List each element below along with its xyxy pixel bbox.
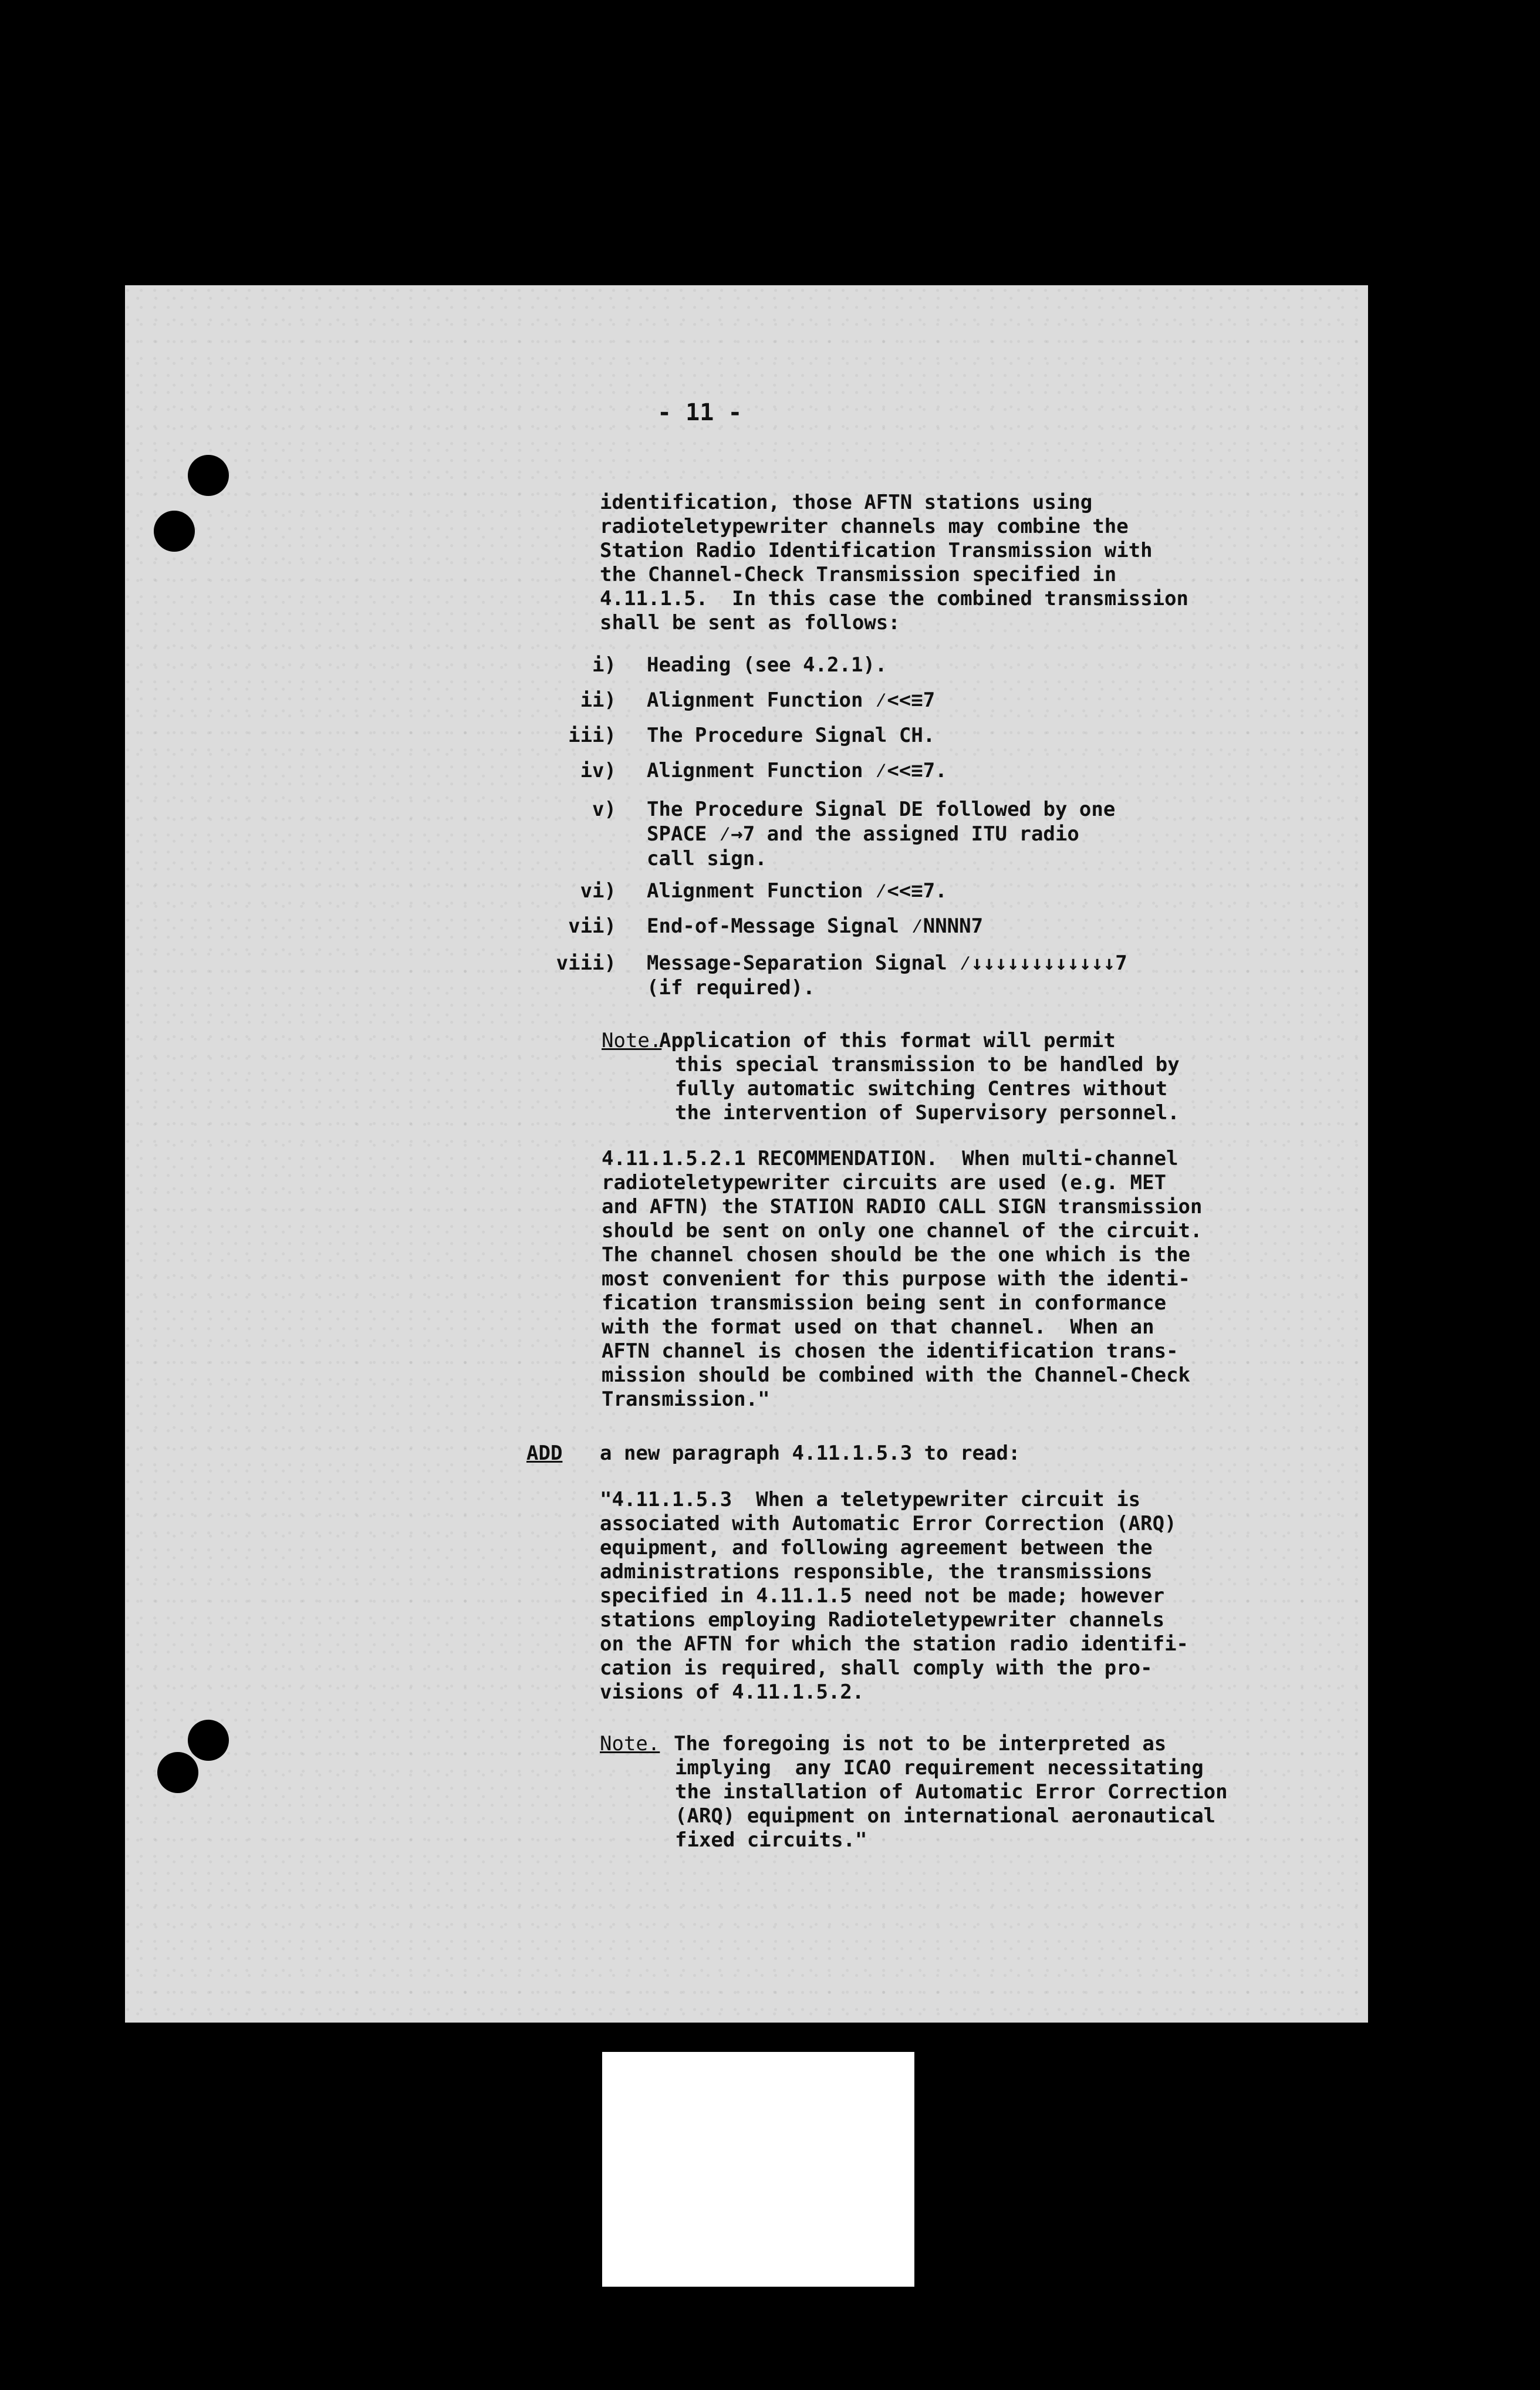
text-line: implying any ICAO requirement necessitating: [675, 1756, 1204, 1780]
text-line: AFTN channel is chosen the identification trans-: [602, 1339, 1178, 1363]
text-line: Station Radio Identification Transmission with: [600, 539, 1153, 562]
punch-hole: [154, 511, 195, 552]
list-item-number: viii): [556, 951, 616, 975]
text-line: the intervention of Supervisory personnel.: [675, 1101, 1180, 1125]
text-line: administrations responsible, the transmissions: [600, 1560, 1153, 1584]
text-line: and AFTN) the STATION RADIO CALL SIGN transmission: [602, 1195, 1203, 1218]
text-line: mission should be combined with the Channel-Check: [602, 1363, 1191, 1387]
list-item-number: ii): [580, 688, 616, 712]
list-item-text: Alignment Function ⁄<<≡7.: [647, 879, 947, 903]
list-item-text: End-of-Message Signal ⁄NNNN7: [647, 914, 984, 938]
add-label: ADD: [526, 1442, 563, 1465]
text-line: associated with Automatic Error Correction (ARQ): [600, 1512, 1177, 1535]
list-item-number: v): [592, 798, 616, 821]
list-item-text: Message-Separation Signal ⁄↓↓↓↓↓↓↓↓↓↓↓↓7 (if required).: [647, 951, 1127, 1000]
list-item-text: The Procedure Signal DE followed by one SPACE ⁄→7 and the assigned ITU radio call sign.: [647, 798, 1116, 870]
text-line: cation is required, shall comply with the pro-: [600, 1656, 1153, 1680]
punch-hole: [188, 1720, 229, 1761]
text-line: radioteletypewriter circuits are used (e.g. MET: [602, 1171, 1167, 1194]
text-line: The channel chosen should be the one which is the: [602, 1243, 1191, 1267]
text-line: visions of 4.11.1.5.2.: [600, 1680, 864, 1704]
text-line: radioteletypewriter channels may combine the: [600, 515, 1129, 538]
text-line: Transmission.": [602, 1388, 770, 1411]
text-line: fixed circuits.": [675, 1828, 867, 1852]
note-label: Note.: [602, 1029, 662, 1052]
add-instruction: a new paragraph 4.11.1.5.3 to read:: [600, 1442, 1021, 1465]
page-number: - 11 -: [657, 399, 742, 426]
punch-hole: [188, 455, 229, 496]
blank-label-box: [602, 2052, 914, 2287]
text-line: fully automatic switching Centres without: [675, 1077, 1168, 1101]
text-line: 4.11.1.5.2.1 RECOMMENDATION. When multi-channel: [602, 1147, 1178, 1170]
text-line: (ARQ) equipment on international aeronautical: [675, 1804, 1216, 1828]
list-item-text: Heading (see 4.2.1).: [647, 653, 887, 677]
text-line: specified in 4.11.1.5 need not be made; however: [600, 1584, 1165, 1608]
text-line: identification, those AFTN stations using: [600, 491, 1093, 514]
text-line: with the format used on that channel. When an: [602, 1315, 1154, 1339]
list-item-number: i): [592, 653, 616, 677]
list-item-text: Alignment Function ⁄<<≡7: [647, 688, 936, 712]
text-line: 4.11.1.5. In this case the combined transmission: [600, 587, 1189, 610]
text-line: most convenient for this purpose with the identi-: [602, 1267, 1191, 1291]
list-item-number: vi): [580, 879, 616, 903]
text-line: The foregoing is not to be interpreted as: [674, 1732, 1167, 1756]
list-item-number: iv): [580, 759, 616, 782]
text-line: the installation of Automatic Error Correction: [675, 1780, 1228, 1804]
text-line: this special transmission to be handled by: [675, 1053, 1180, 1076]
note-label: Note.: [600, 1732, 660, 1756]
text-line: should be sent on only one channel of the circuit.: [602, 1219, 1203, 1243]
text-line: stations employing Radioteletypewriter channels: [600, 1608, 1165, 1632]
text-line: Application of this format will permit: [659, 1029, 1116, 1052]
text-line: fication transmission being sent in conformance: [602, 1291, 1167, 1315]
punch-hole: [157, 1752, 198, 1793]
list-item-number: vii): [568, 914, 616, 938]
text-line: the Channel-Check Transmission specified in: [600, 563, 1117, 586]
text-line: "4.11.1.5.3 When a teletypewriter circuit is: [600, 1488, 1141, 1511]
text-line: on the AFTN for which the station radio identifi-: [600, 1632, 1189, 1656]
text-line: shall be sent as follows:: [600, 611, 900, 634]
list-item-text: The Procedure Signal CH.: [647, 724, 936, 747]
text-line: equipment, and following agreement between the: [600, 1536, 1153, 1559]
list-item-number: iii): [568, 724, 616, 747]
list-item-text: Alignment Function ⁄<<≡7.: [647, 759, 947, 782]
